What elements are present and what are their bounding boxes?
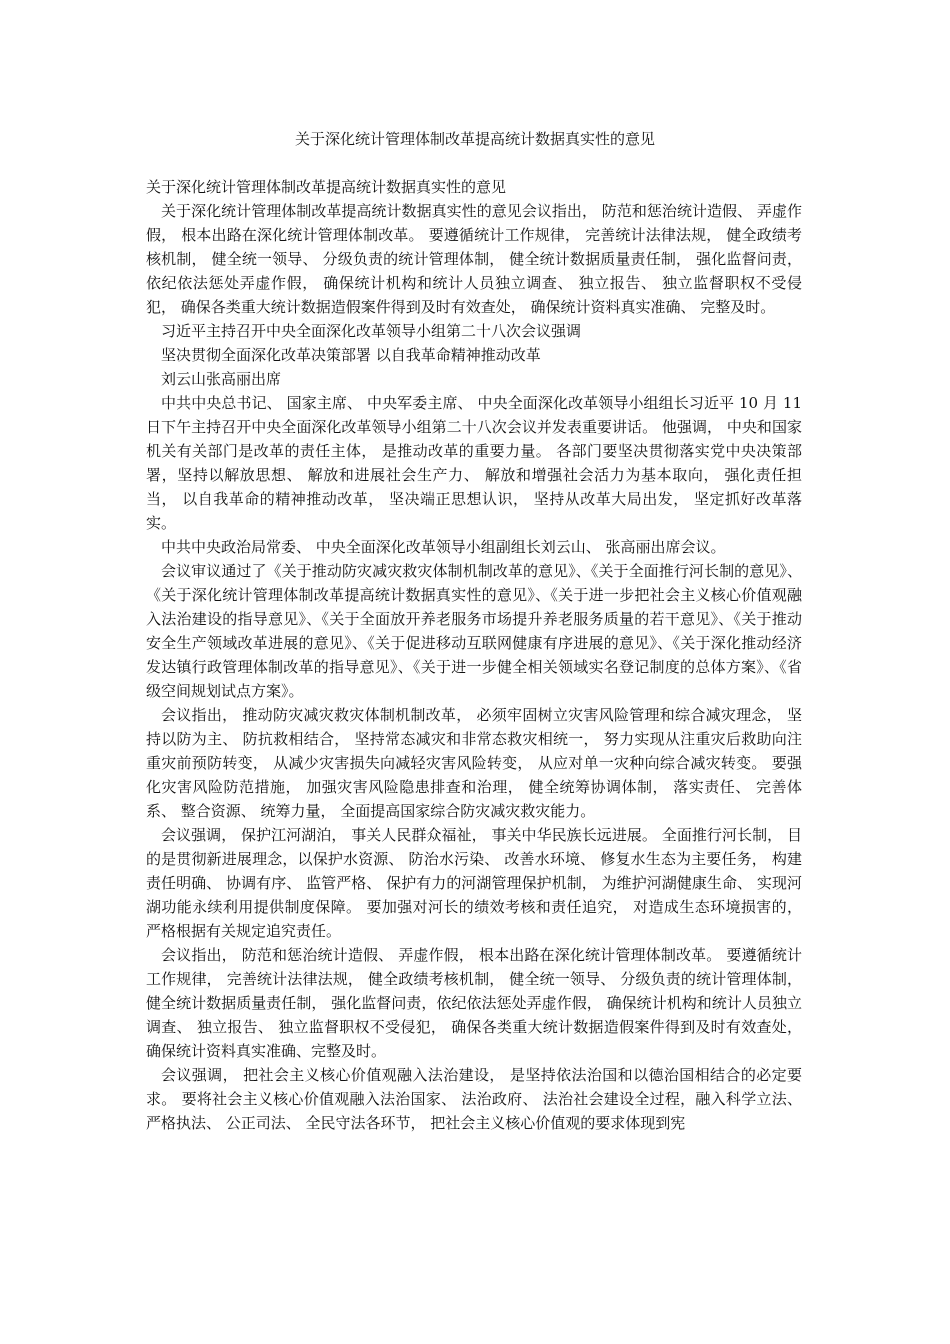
body-paragraph: 会议强调， 把社会主义核心价值观融入法治建设， 是坚持依法治国和以德治国相结合的必定要求。 要将社会主义核心价值观融入法治国家、 法治政府、 法治社会建设全过程，融入科学立法、 严格执法、 公正司法、 全民守法各环节， 把社会主义核心价值观的要求体现到宪 (146, 1066, 802, 1132)
body-paragraph: 刘云山张高丽出席 (161, 370, 282, 388)
body-paragraph: 坚决贯彻全面深化改革决策部署 以自我革命精神推动改革 (161, 346, 541, 364)
body-paragraph: 会议审议通过了《关于推动防灾减灾救灾体制机制改革的意见》、《关于全面推行河长制的意见》、《关于深化统计管理体制改革提高统计数据真实性的意见》、《关于进一步把社会主义核心价值观融入法治建设的指导意见》、《关于全面放开养老服务市场提升养老服务质量的若干意见》、《关于推动安全生产领域改革进展的意见》、《关于促进移动互联网健康有序进展的意见》、《关于深化推动经济发达镇行政管理体制改革的指导意见》、《关于进一步健全相关领域实名登记制度的总体方案》、《省级空间规划试点方案》。 (146, 562, 802, 700)
body-paragraph: 关于深化统计管理体制改革提高统计数据真实性的意见 (146, 178, 507, 196)
body-paragraph: 关于深化统计管理体制改革提高统计数据真实性的意见会议指出， 防范和惩治统计造假、 弄虚作假， 根本出路在深化统计管理体制改革。 要遵循统计工作规律， 完善统计法律法规， 健全政绩考核机制， 健全统一领导、 分级负责的统计管理体制， 健全统计数据质量责任制， 强化监督问责， 依纪依法惩处弄虚作假， 确保统计机构和统计人员独立调查、 独立报告、 独立监督职权不受侵犯， 确保各类重大统计数据造假案件得到及时有效查处， 确保统计资料真实准确、 完整及时。 (146, 202, 802, 316)
body-paragraph: 中共中央总书记、 国家主席、 中央军委主席、 中央全面深化改革领导小组组长习近平 10 月 11 日下午主持召开中央全面深化改革领导小组第二十八次会议并发表重要讲话。 他强调， 中央和国家机关有关部门是改革的责任主体， 是推动改革的重要力量。 各部门要坚决贯彻落实党中央决策部署，坚持以解放思想、 解放和进展社会生产力、 解放和增强社会活力为基本取向， 强化责任担当， 以自我革命的精神推动改革， 坚决端正思想认识， 坚持从改革大局出发， 坚定抓好改革落实。 (146, 394, 802, 532)
document-body (146, 175, 802, 1135)
body-paragraph: 会议指出， 推动防灾减灾救灾体制机制改革， 必须牢固树立灾害风险管理和综合减灾理念， 坚持以防为主、 防抗救相结合， 坚持常态减灾和非常态救灾相统一， 努力实现从注重灾后救助向注重灾前预防转变， 从减少灾害损失向减轻灾害风险转变， 从应对单一灾种向综合减灾转变。 要强化灾害风险防范措施， 加强灾害风险隐患排查和治理， 健全统筹协调体制， 落实责任、 完善体系、 整合资源、 统筹力量， 全面提高国家综合防灾减灾救灾能力。 (146, 706, 802, 820)
body-paragraph: 会议指出， 防范和惩治统计造假、 弄虚作假， 根本出路在深化统计管理体制改革。 要遵循统计工作规律， 完善统计法律法规， 健全政绩考核机制， 健全统一领导、 分级负责的统计管理体制， 健全统计数据质量责任制， 强化监督问责，依纪依法惩处弄虚作假， 确保统计机构和统计人员独立调查、 独立报告、 独立监督职权不受侵犯， 确保各类重大统计数据造假案件得到及时有效查处， 确保统计资料真实准确、完整及时。 (146, 946, 802, 1060)
body-paragraph: 中共中央政治局常委、 中央全面深化改革领导小组副组长刘云山、 张高丽出席会议。 (161, 538, 726, 556)
document-title: 关于深化统计管理体制改革提高统计数据真实性的意见 (294, 130, 655, 148)
body-paragraph: 习近平主持召开中央全面深化改革领导小组第二十八次会议强调 (161, 322, 582, 340)
body-paragraph: 会议强调， 保护江河湖泊， 事关人民群众福祉， 事关中华民族长远进展。 全面推行河长制， 目的是贯彻新进展理念，以保护水资源、 防治水污染、 改善水环境、 修复水生态为主要任务， 构建责任明确、 协调有序、 监管严格、 保护有力的河湖管理保护机制， 为维护河湖健康生命、 实现河湖功能永续利用提供制度保障。 要加强对河长的绩效考核和责任追究， 对造成生态环境损害的， 严格根据有关规定追究责任。 (146, 826, 802, 940)
